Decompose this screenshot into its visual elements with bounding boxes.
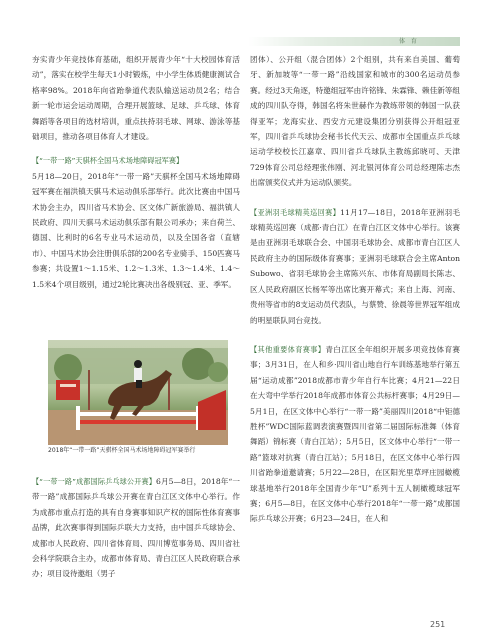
section-horse-body: 5月18—20日，2018年“一带一路”天骐杯全国马术场地障碍冠军赛在福洪镇天骐马术运动俱乐部举行。此次比赛由中国马术协会主办，四川省马术协会、区文体广新旅游局、福洪镇人民政府、四川天骐马术运动俱乐部有限公司承办；来自荷兰、德国、比利时的6名专业马术运动员，以及全国各省（直辖市）、中国马术协会注册俱乐部的200名专业骑手、150匹赛马参赛；共设置1～1.15米、1.2～1.3米、1.3～1.4米、1.4～1.5米4个项目级别，通过2轮比赛决出各级别冠、亚、季军。 — [32, 171, 240, 289]
left-column-bottom — [32, 474, 240, 582]
continued-paragraph: 团体）、公开组（混合团体）2个组别，共有来自美国、葡萄牙、新加坡等“一带一路”沿线国家和城市的300名运动员参赛。经过3天角逐，特邀组冠军由许铭锋、朱霖锋、赖佳新等组成的四川队夺得，韩国名将朱世赫作为教练带领的韩国一队获得亚军；龙海实业、西安方元建设集团分别获得公开组冠亚军，四川省乒乓球协会秘书长代天云、成都市全国重点乒乓球运动学校校长江嘉章、四川省乒乓球队主教练邱晓可、天津729体育公司总经理张伟刚、河北银河体育公司总经理陈志杰出席颁奖仪式并为运动队颁奖。 — [250, 55, 460, 188]
left-column-top — [32, 52, 240, 292]
section-table-tennis-body: 6月5—8日，2018年“一带一路”成都国际乒乓球公开赛在青白江区文体中心举行。作为成都市重点打造的具有自身赛事知识产权的国际性体育赛事品牌，此次赛事得到国际乒联大力支持，由中国乒乓球协会、成都市人民政府、四川省体育局、四川博览事务局、四川省社会科学院联合主办，成都市体育局、青白江区人民政府联合承办；项目设待邀组（男子 — [32, 477, 240, 579]
section-other-events-body: 青白江区全年组织开展多项竞技体育赛事；3月31日，在人和乡·四川省山地自行车训练基地举行第五届“运动成都”2018成都市青少年自行车比赛；4月21—22日在大弯中学举行2018年成都市体育公共标杆赛事；4月29日—5月1日，在区文体中心举行“一带一路”美丽四川2018“中钜德胜杯”WDC国际蓝调表演赛暨四川省第二届国际标准舞（体育舞蹈）锦标赛（青白江站）；5月5日，区文体中心举行“一带一路”篮球对抗赛（青白江站）；5月18日，在区文体中心举行四川省跆拳道邀请赛；5月22—28日，在区阳光里草坪庄园橄榄球基地举行2018年全国青少年“U”系列十五人制橄榄球冠军赛；6月5—8日，在区文体中心举行2018年“一带一路”成都国际乒乓球公开赛；6月23—24日，在人和 — [250, 344, 460, 524]
section-title: 【其他重要体育赛事】 — [250, 344, 326, 354]
section-title: 【“一带一路”成都国际乒乓球公开赛】 — [32, 477, 157, 486]
header-section-label: 体 育 — [399, 38, 419, 45]
section-title: 【亚洲羽毛球精英巡回赛】 — [250, 207, 341, 217]
equestrian-photo — [48, 340, 228, 445]
page-number: 251 — [430, 620, 446, 629]
section-horse-title — [32, 153, 240, 168]
section-badminton-body: 11月17—18日，2018年亚洲羽毛球精英巡回赛（成都·青白江）在青白江区文体中心举行。该赛是由亚洲羽毛球联合会、中国羽毛球协会、成都市青白江区人民政府主办的国际级体育赛事；亚洲羽毛球联合会主席Anton Subowo、省羽毛球协会主席陈兴东、市体育局副局长陈志、区人民政府副区长杨军等出席比赛开幕式；来自上海、河南、贵州等省市的8支运动员代表队，与蔡赞、徐晨等世界冠军组成的明星联队同台竞技。 — [250, 207, 460, 325]
section-title: 【“一带一路”天骐杯全国马术场地障碍冠军赛】 — [32, 156, 184, 166]
right-column — [250, 52, 460, 527]
photo-caption: 2018年“一带一路”天骐杯全国马术场地障碍冠军赛举行 — [48, 447, 196, 454]
intro-paragraph: 夯实青少年竞技体育基础，组织开展青少年“十大校园体育活动”，落实在校学生每天1小时锻炼，中小学生体质健康测试合格率98%。2018年向省跆拳道代表队输送运动员2名；结合新一轮市运会运动周期，合理开展篮球、足球、乒乓球、体育舞蹈等各项目的选材培训，重点扶持羽毛球、网球、游泳等基础项目，推动各项目体育人才建设。 — [32, 55, 240, 142]
header-bar — [248, 37, 460, 46]
